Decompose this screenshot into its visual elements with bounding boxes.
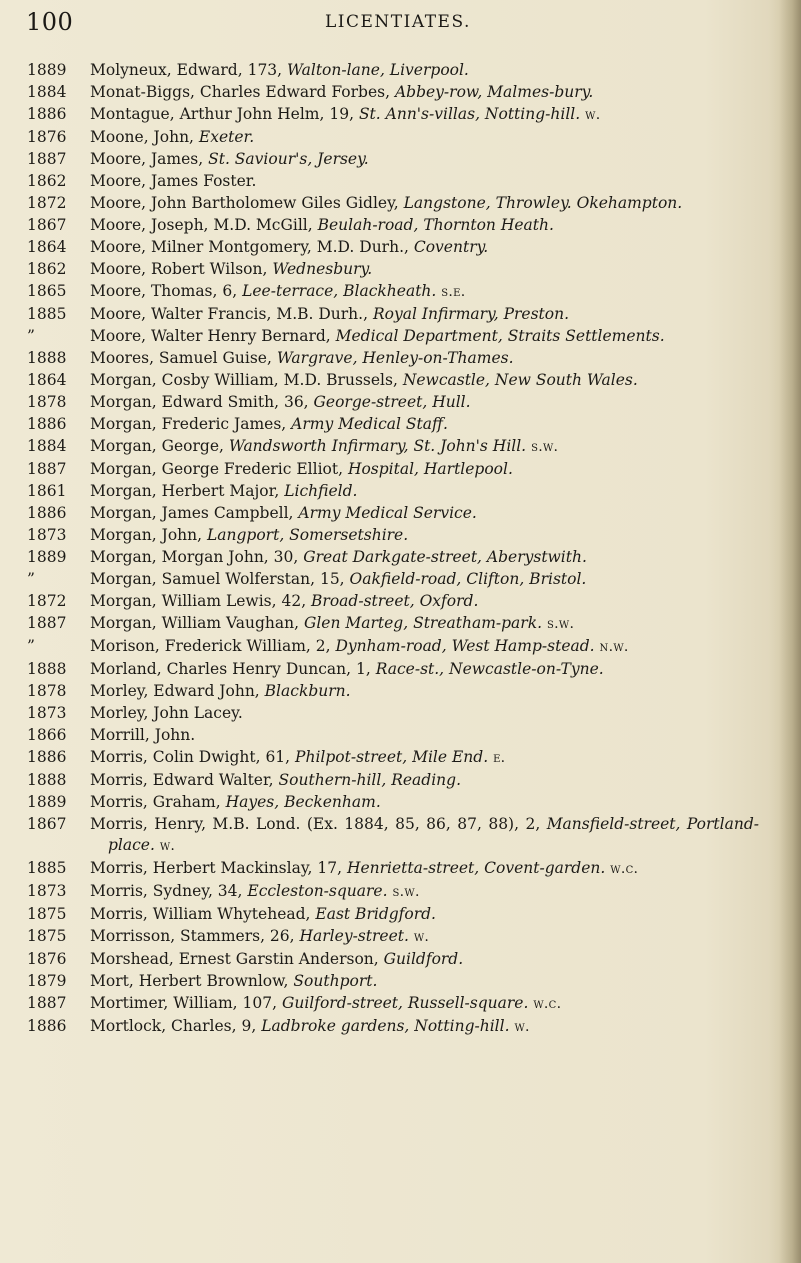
entry-year: 1873 (27, 881, 67, 900)
entry-year: 1864 (27, 238, 67, 256)
entry-text (90, 370, 759, 391)
entry-address: Royal Infirmary, Preston. (372, 305, 570, 323)
entry-name: Morgan, Samuel Wolferstan, 15, (90, 570, 350, 588)
entry-year: 1887 (27, 993, 67, 1012)
entry-address: Mansfield-street, Portland-place. (108, 815, 759, 854)
entry-address: Newcastle, New South Wales. (402, 371, 638, 389)
list-item (0, 215, 801, 236)
entry-text (90, 525, 759, 546)
entry-name: Moone, John, (90, 128, 199, 146)
entry-text (90, 127, 759, 148)
list-item (0, 237, 801, 258)
entry-year: 1878 (27, 682, 67, 700)
page-edge-shadow (779, 0, 801, 1263)
list-item (0, 459, 801, 480)
list-item (0, 503, 801, 524)
list-item (0, 971, 801, 992)
entry-year: 1887 (27, 614, 67, 632)
entry-year: 1867 (27, 815, 67, 833)
entry-address: George-street, Hull. (313, 393, 471, 411)
entry-postal-district: w. (585, 107, 601, 123)
list-item (0, 659, 801, 680)
entry-postal-district: w. (159, 837, 176, 854)
running-head: LICENTIATES. (325, 12, 471, 32)
entry-name: Morrill, John. (90, 726, 196, 744)
list-item (0, 770, 801, 791)
entry-name: Morgan, George Frederic Elliot, (90, 460, 348, 478)
entry-address: Great Darkgate-street, Aberystwith. (303, 548, 587, 566)
entry-text (90, 82, 759, 103)
entry-postal-district: e. (493, 750, 506, 766)
list-item (0, 636, 801, 658)
entry-year: 1873 (27, 526, 67, 544)
entry-year: 1887 (27, 460, 67, 478)
list-item (0, 193, 801, 214)
list-item (0, 82, 801, 103)
entry-text (90, 881, 759, 903)
entry-name: Moore, James, (90, 150, 209, 168)
entry-address: Medical Department, Straits Settlements. (335, 327, 665, 345)
list-item (0, 127, 801, 148)
entry-name: Morley, John Lacey. (90, 704, 243, 722)
list-item (0, 281, 801, 303)
entry-text (90, 814, 759, 856)
entry-text (90, 681, 759, 702)
entry-year: 1865 (27, 282, 67, 300)
entry-year: 1889 (27, 793, 67, 811)
entry-text (90, 215, 759, 236)
entry-year: 1872 (27, 592, 67, 610)
list-item (0, 681, 801, 702)
entry-year: 1872 (27, 194, 67, 212)
entry-text (90, 171, 759, 192)
entry-postal-district: n.w. (599, 639, 629, 655)
list-item (0, 926, 801, 948)
entry-address: Dynham-road, West Hamp-stead. (335, 637, 595, 655)
entry-name: Morris, Henry, M.B. Lond. (Ex. 1884, 85, 86, 87, 88), 2, (90, 815, 547, 833)
entry-address: Army Medical Service. (298, 504, 477, 522)
entry-name: Morgan, William Lewis, 42, (90, 592, 312, 610)
entry-postal-district: w. (413, 928, 430, 945)
entry-address: Abbey-row, Malmes-bury. (394, 83, 594, 101)
entry-name: Montague, Arthur John Helm, 19, (90, 105, 359, 123)
entry-text (90, 591, 759, 612)
entry-year: 1866 (27, 726, 67, 744)
licentiates-list (0, 60, 801, 1039)
entry-text (90, 414, 759, 435)
entry-address: Langport, Somersetshire. (206, 526, 409, 544)
list-item (0, 370, 801, 391)
entry-year: 1864 (27, 371, 67, 389)
list-item (0, 993, 801, 1015)
entry-postal-district: s.e. (441, 284, 466, 300)
entry-name: Morgan, Cosby William, M.D. Brussels, (90, 371, 403, 389)
entry-text (90, 281, 759, 303)
entry-name: Mort, Herbert Brownlow, (90, 971, 294, 990)
list-item (0, 725, 801, 746)
list-item (0, 392, 801, 413)
entry-year: 1889 (27, 548, 67, 566)
entry-year: 1885 (27, 858, 67, 877)
entry-name: Moores, Samuel Guise, (90, 349, 277, 367)
entry-name: Morshead, Ernest Garstin Anderson, (90, 949, 384, 968)
entry-name: Moore, James Foster. (90, 172, 257, 190)
entry-year: 1886 (27, 1016, 67, 1035)
entry-year: 1889 (27, 61, 67, 79)
entry-name: Moore, Joseph, M.D. McGill, (90, 216, 318, 234)
list-item (0, 414, 801, 435)
entry-address: St. Ann's-villas, Notting-hill. (358, 105, 581, 123)
entry-address: Walton-lane, Liverpool. (287, 61, 469, 79)
entry-address: Henrietta-street, Covent-garden. (346, 858, 606, 877)
list-item (0, 348, 801, 369)
entry-address: Oakfield-road, Clifton, Bristol. (349, 570, 587, 588)
list-item (0, 569, 801, 590)
list-item (0, 326, 801, 347)
entry-text (90, 949, 759, 970)
entry-address: Beulah-road, Thornton Heath. (317, 216, 554, 234)
entry-text (90, 149, 759, 170)
page-number: 100 (26, 8, 74, 36)
entry-text (90, 459, 759, 480)
entry-year: ” (27, 327, 35, 345)
entry-text (90, 304, 759, 325)
entry-name: Morgan, John, (90, 526, 207, 544)
entry-name: Morris, Edward Walter, (90, 771, 279, 789)
entry-year: 1885 (27, 305, 67, 323)
entry-address: East Bridgford. (315, 904, 436, 923)
entry-name: Moore, Walter Francis, M.B. Durh., (90, 305, 373, 323)
entry-address: Southern-hill, Reading. (278, 771, 461, 789)
entry-text (90, 237, 759, 258)
list-item (0, 481, 801, 502)
entry-address: Glen Marteg, Streatham-park. (303, 614, 543, 632)
list-item (0, 703, 801, 724)
entry-name: Morgan, Edward Smith, 36, (90, 393, 314, 411)
entry-address: Southport. (293, 971, 378, 990)
entry-name: Monat-Biggs, Charles Edward Forbes, (90, 83, 395, 101)
entry-text (90, 993, 759, 1015)
entry-name: Morris, Graham, (90, 793, 226, 811)
entry-year: 1886 (27, 415, 67, 433)
entry-name: Morgan, George, (90, 437, 229, 455)
entry-text (90, 725, 759, 746)
list-item (0, 904, 801, 925)
entry-name: Morgan, Herbert Major, (90, 482, 285, 500)
list-item (0, 525, 801, 546)
entry-address: Lee-terrace, Blackheath. (242, 282, 437, 300)
entry-name: Moore, Milner Montgomery, M.D. Durh., (90, 238, 414, 256)
entry-text (90, 60, 759, 81)
entry-postal-district: w. (514, 1018, 530, 1035)
entry-year: 1886 (27, 504, 67, 522)
entry-name: Morley, Edward John, (90, 682, 265, 700)
entry-text (90, 569, 759, 590)
list-item (0, 591, 801, 612)
entry-postal-district: s.w. (546, 616, 575, 632)
entry-name: Moore, John Bartholomew Giles Gidley, (90, 194, 404, 212)
list-item (0, 858, 801, 880)
entry-year: 1878 (27, 393, 67, 411)
entry-text (90, 926, 759, 948)
entry-year: 1862 (27, 260, 67, 278)
entry-name: Morrisson, Stammers, 26, (90, 926, 300, 945)
entry-address: Hospital, Hartlepool. (347, 460, 513, 478)
entry-address: Guildford. (383, 949, 464, 968)
entry-name: Morison, Frederick William, 2, (90, 637, 336, 655)
entry-name: Morland, Charles Henry Duncan, 1, (90, 660, 376, 678)
entry-year: 1873 (27, 704, 67, 722)
entry-postal-district: s.w. (531, 439, 559, 455)
entry-text (90, 436, 759, 458)
list-item (0, 613, 801, 635)
entry-address: Blackburn. (264, 682, 351, 700)
entry-year: 1862 (27, 172, 67, 190)
entry-text (90, 904, 759, 925)
entry-text (90, 259, 759, 280)
entry-text (90, 613, 759, 635)
entry-year: 1884 (27, 83, 67, 101)
entry-name: Morgan, Frederic James, (90, 415, 292, 433)
entry-text (90, 193, 759, 214)
list-item (0, 436, 801, 458)
entry-address: Philpot-street, Mile End. (295, 748, 489, 766)
entry-year: ” (27, 570, 35, 588)
entry-name: Morris, William Whytehead, (90, 904, 316, 923)
entry-name: Morris, Sydney, 34, (90, 881, 248, 900)
list-item (0, 259, 801, 280)
entry-year: 1886 (27, 748, 67, 766)
entry-address: Wargrave, Henley-on-Thames. (276, 349, 514, 367)
entry-year: 1884 (27, 437, 67, 455)
entry-address: Wednesbury. (272, 260, 373, 278)
entry-year: 1867 (27, 216, 67, 234)
entry-name: Moore, Thomas, 6, (90, 282, 243, 300)
entry-year: 1888 (27, 349, 67, 367)
entry-address: Eccleston-square. (247, 881, 388, 900)
entry-text (90, 858, 759, 880)
entry-address: Exeter. (198, 128, 255, 146)
entry-address: St. Saviour's, Jersey. (208, 150, 369, 168)
entry-name: Morris, Colin Dwight, 61, (90, 748, 296, 766)
entry-name: Morgan, Morgan John, 30, (90, 548, 304, 566)
list-item (0, 104, 801, 126)
entry-year: 1886 (27, 105, 67, 123)
entry-year: 1876 (27, 949, 67, 968)
list-item (0, 792, 801, 813)
list-item (0, 1016, 801, 1038)
entry-address: Ladbroke gardens, Notting-hill. (261, 1016, 510, 1035)
entry-postal-district: s.w. (392, 883, 420, 900)
entry-text (90, 659, 759, 680)
list-item (0, 149, 801, 170)
list-item (0, 814, 801, 856)
entry-name: Molyneux, Edward, 173, (90, 61, 288, 79)
list-item (0, 547, 801, 568)
list-item (0, 171, 801, 192)
entry-address: Wandsworth Infirmary, St. John's Hill. (228, 437, 527, 455)
entry-address: Langstone, Throwley. Okehampton. (403, 194, 683, 212)
list-item (0, 747, 801, 769)
entry-text (90, 481, 759, 502)
entry-name: Morgan, James Campbell, (90, 504, 299, 522)
entry-year: 1879 (27, 971, 67, 990)
entry-year: 1875 (27, 926, 67, 945)
entry-text (90, 1016, 759, 1038)
entry-text (90, 770, 759, 791)
entry-text (90, 636, 759, 658)
entry-year: 1876 (27, 128, 67, 146)
list-item (0, 304, 801, 325)
entry-year: 1861 (27, 482, 67, 500)
entry-text (90, 792, 759, 813)
entry-postal-district: w.c. (533, 995, 562, 1012)
entry-text (90, 503, 759, 524)
entry-address: Broad-street, Oxford. (311, 592, 479, 610)
entry-address: Race-st., Newcastle-on-Tyne. (375, 660, 604, 678)
entry-name: Morgan, William Vaughan, (90, 614, 304, 632)
entry-address: Guilford-street, Russell-square. (281, 993, 529, 1012)
entry-text (90, 547, 759, 568)
entry-year: 1887 (27, 150, 67, 168)
entry-text (90, 392, 759, 413)
entry-text (90, 747, 759, 769)
page-header (0, 6, 801, 46)
entry-year: 1888 (27, 771, 67, 789)
entry-address: Hayes, Beckenham. (225, 793, 381, 811)
entry-address: Lichfield. (284, 482, 358, 500)
entry-name: Moore, Robert Wilson, (90, 260, 273, 278)
entry-address: Coventry. (413, 238, 489, 256)
list-item (0, 881, 801, 903)
entry-name: Mortlock, Charles, 9, (90, 1016, 262, 1035)
entry-name: Morris, Herbert Mackinslay, 17, (90, 858, 347, 877)
entry-name: Moore, Walter Henry Bernard, (90, 327, 336, 345)
entry-text (90, 703, 759, 724)
entry-text (90, 326, 759, 347)
entry-address: Harley-street. (299, 926, 409, 945)
entry-text (90, 971, 759, 992)
entry-address: Army Medical Staff. (291, 415, 448, 433)
entry-name: Mortimer, William, 107, (90, 993, 282, 1012)
list-item (0, 949, 801, 970)
entry-text (90, 348, 759, 369)
list-item (0, 60, 801, 81)
entry-year: 1875 (27, 904, 67, 923)
entry-postal-district: w.c. (610, 860, 639, 877)
entry-text (90, 104, 759, 126)
entry-year: 1888 (27, 660, 67, 678)
entry-year: ” (27, 637, 35, 655)
